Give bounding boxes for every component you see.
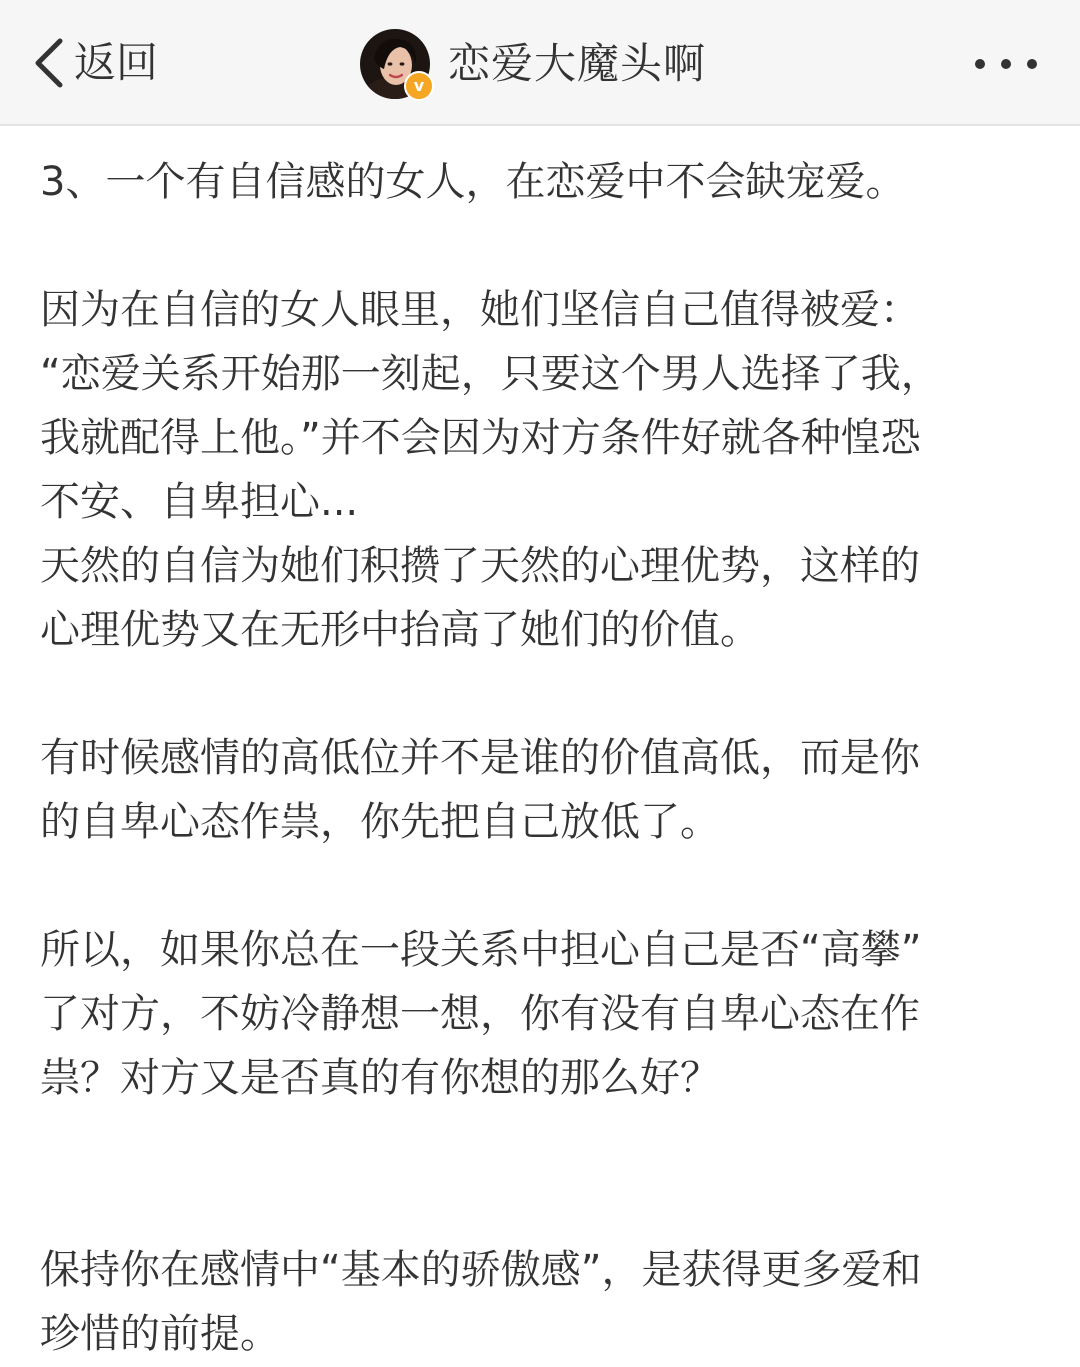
post-line: 有时候感情的高低位并不是谁的价值高低，而是你	[40, 735, 920, 781]
paragraph-gap	[40, 854, 1040, 918]
user-header[interactable]	[360, 28, 706, 100]
verified-badge-icon: v	[404, 71, 434, 101]
post-line: 心理优势又在无形中抬高了她们的价值。	[40, 607, 760, 653]
chevron-left-icon	[30, 35, 70, 91]
post-line: 所以，如果你总在一段关系中担心自己是否“高攀”	[40, 927, 922, 973]
post-line: 的自卑心态作祟，你先把自己放低了。	[40, 799, 720, 845]
back-button[interactable]	[30, 30, 158, 96]
paragraph-gap	[40, 1110, 1040, 1238]
nav-bar	[0, 0, 1080, 126]
post-line: 天然的自信为她们积攒了天然的心理优势，这样的	[40, 543, 920, 589]
post-line: 3、一个有自信感的女人，在恋爱中不会缺宠爱。	[40, 159, 906, 205]
post-body	[40, 150, 1040, 1366]
post-line: 因为在自信的女人眼里，她们坚信自己值得被爱：	[40, 287, 920, 333]
post-line: 我就配得上他。”并不会因为对方条件好就各种惶恐	[40, 415, 921, 461]
post-line: 珍惜的前提。	[40, 1311, 280, 1357]
post-line: 祟？对方又是否真的有你想的那么好？	[40, 1055, 720, 1101]
more-dots-icon[interactable]	[968, 44, 1048, 84]
paragraph-gap	[40, 214, 1040, 278]
paragraph-gap	[40, 662, 1040, 726]
post-line: “恋爱关系开始那一刻起，只要这个男人选择了我，	[40, 351, 941, 397]
avatar[interactable]	[360, 29, 430, 99]
post-line: 了对方，不妨冷静想一想，你有没有自卑心态在作	[40, 991, 920, 1037]
back-label: 返回	[74, 38, 159, 87]
user-name[interactable]: 恋爱大魔头啊	[448, 39, 707, 88]
post-line: 不安、自卑担心...	[40, 479, 359, 525]
post-line: 保持你在感情中“基本的骄傲感”，是获得更多爱和	[40, 1247, 922, 1293]
